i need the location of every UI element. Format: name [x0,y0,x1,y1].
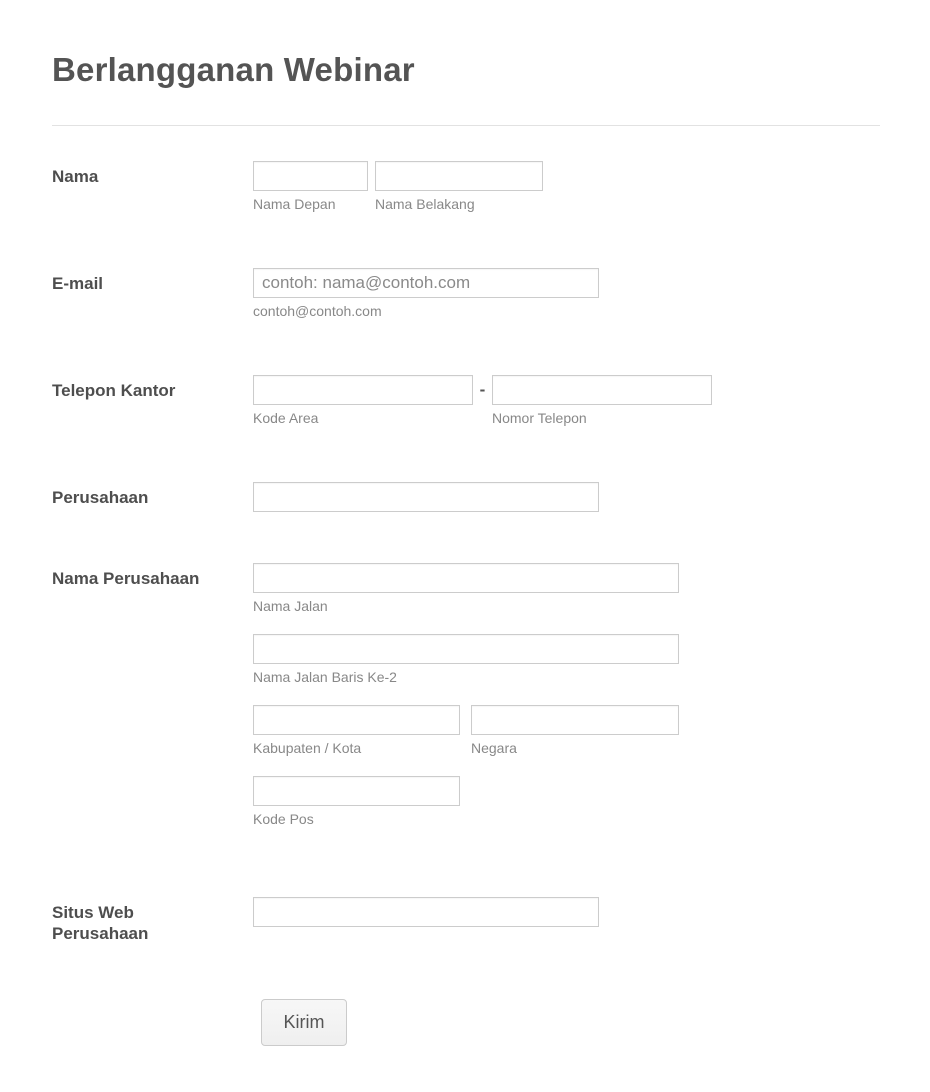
field-row-alamat [52,563,880,828]
last-name-sublabel: Nama Belakang [375,196,475,212]
email-sublabel: contoh@contoh.com [253,303,382,319]
perusahaan-label: Perusahaan [52,488,149,507]
alamat-label: Nama Perusahaan [52,569,200,588]
phone-number-sublabel: Nomor Telepon [492,410,587,426]
field-row-situs [52,897,880,944]
street2-input[interactable] [253,634,679,664]
area-code-input[interactable] [253,375,473,405]
phone-number-input[interactable] [492,375,712,405]
zip-row [253,776,679,828]
city-input[interactable] [253,705,460,735]
city-sublabel: Kabupaten / Kota [253,740,362,756]
email-label: E-mail [52,274,104,293]
city-state-gap [460,705,471,757]
area-code-sublabel: Kode Area [253,410,319,426]
submit-button[interactable]: Kirim [261,999,347,1046]
page-title: Berlangganan Webinar [52,51,415,88]
title-divider [52,125,880,126]
nama-label: Nama [52,167,99,186]
company-input[interactable] [253,482,599,512]
street2-row [253,634,679,686]
city-state-row [253,705,679,757]
state-input[interactable] [471,705,679,735]
email-input[interactable] [253,268,599,298]
zip-sublabel: Kode Pos [253,811,314,827]
situs-label: Situs Web Perusahaan [52,903,149,943]
field-row-perusahaan [52,482,880,512]
submit-row [52,999,880,1086]
website-input[interactable] [253,897,599,927]
last-name-input[interactable] [375,161,543,191]
first-name-sublabel: Nama Depan [253,196,336,212]
street2-sublabel: Nama Jalan Baris Ke-2 [253,669,397,685]
telepon-label: Telepon Kantor [52,381,176,400]
field-row-nama [52,161,880,213]
field-row-email [52,268,880,320]
state-sublabel: Negara [471,740,517,756]
street-row [253,563,679,615]
phone-separator: - [479,380,486,399]
street-input[interactable] [253,563,679,593]
first-name-input[interactable] [253,161,368,191]
zip-input[interactable] [253,776,460,806]
street-sublabel: Nama Jalan [253,598,328,614]
field-row-telepon [52,375,880,427]
